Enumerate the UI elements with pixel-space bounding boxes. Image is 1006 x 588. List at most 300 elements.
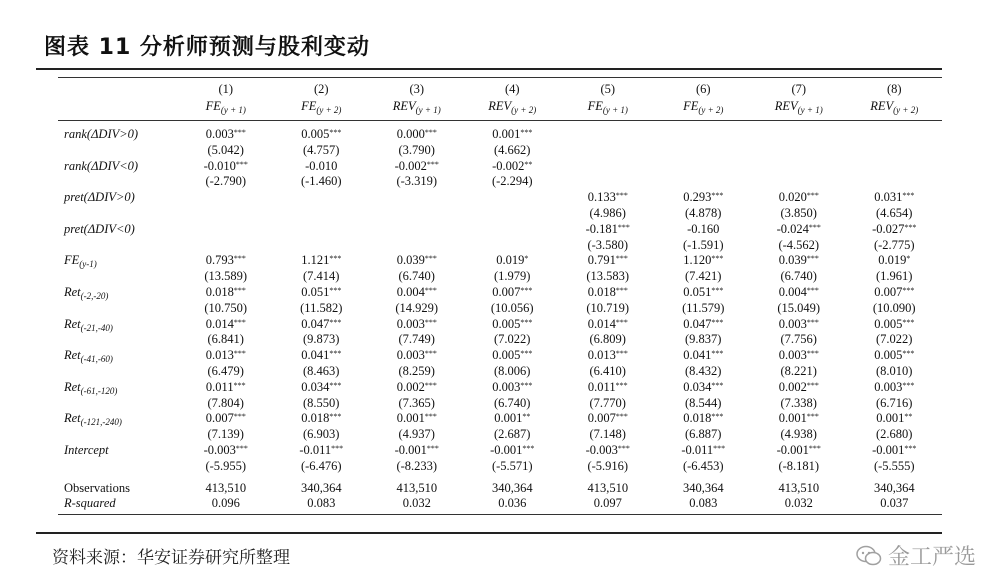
coefficient-cell [751,380,847,396]
coefficient-cell [369,380,465,396]
coefficient-value: 0.018 [683,411,712,426]
significance-stars: *** [711,349,724,359]
coefficient-cell [847,253,943,269]
row-label-subscript: (-21,-40) [80,322,113,333]
coefficient-cell [560,411,656,427]
coefficient-value: 0.005 [492,316,521,331]
row-label-subscript: (-2,-20) [80,290,109,301]
column-number: (1) [218,82,234,97]
statistic-value: 0.097 [560,496,656,514]
dependent-variable-row [58,98,942,121]
coefficient-cell [751,127,847,143]
t-stat-cell: (10.750) [204,300,248,315]
coefficient-value: 0.039 [778,253,807,268]
t-stat-cell [847,174,943,190]
coefficient-cell [465,285,561,301]
statistic-value: 0.096 [178,496,274,514]
significance-stars: *** [329,317,342,327]
coefficient-value: 0.001 [778,411,807,426]
coefficient-value: -0.001 [490,442,523,457]
t-stat-row [58,238,942,254]
t-stat-cell: (-5.555) [873,458,915,473]
coefficient-cell [847,411,943,427]
significance-stars: *** [617,222,630,232]
coefficient-cell [369,411,465,427]
row-label-empty [58,364,178,380]
t-stat-row [58,459,942,475]
t-stat-cell: (4.662) [494,142,531,157]
table-header [58,78,942,121]
t-stat-cell [847,143,943,159]
row-label-text: Ret [64,379,81,394]
coefficient-cell [178,411,274,427]
significance-stars: *** [808,222,821,232]
coefficient-value: 0.031 [874,190,903,205]
significance-stars: *** [233,349,246,359]
row-label-text: Ret [64,411,81,426]
statistic-value: 413,510 [205,480,247,495]
t-stat-cell: (5.042) [207,142,244,157]
coefficient-value: 0.791 [587,253,616,268]
significance-stars: ** [524,159,533,169]
coefficient-cell [656,159,752,175]
significance-stars: *** [424,285,437,295]
coefficient-cell [847,222,943,238]
coefficient-value: 0.004 [396,284,425,299]
coefficient-value: 0.019 [496,253,525,268]
coefficient-value: 0.001 [494,411,523,426]
t-stat-cell: (6.410) [589,363,626,378]
coefficient-value: 0.005 [492,348,521,363]
coefficient-value: 0.007 [874,284,903,299]
t-stat-row [58,301,942,317]
significance-stars: *** [615,380,628,390]
t-stat-cell [751,174,847,190]
t-stat-cell: (-2.294) [491,174,533,189]
significance-stars: *** [424,380,437,390]
t-stat-cell: (11.582) [300,300,343,315]
t-stat-cell: (2.680) [876,427,913,442]
statistic-row [58,496,942,514]
significance-stars: *** [711,254,724,264]
coefficient-value: -0.160 [687,221,720,236]
t-stat-cell: (13.583) [586,269,630,284]
coefficient-row [58,411,942,427]
column-number: (2) [313,82,329,97]
coefficient-row [58,443,942,459]
variable-name: REV [774,99,798,114]
column-variable [560,98,656,121]
coefficient-value: -0.003 [585,442,618,457]
significance-stars: *** [426,159,439,169]
t-stat-cell: (-5.571) [491,458,533,473]
significance-stars: *** [233,128,246,137]
row-label-subscript: (-61,-120) [80,385,118,396]
coefficient-value: -0.001 [776,442,809,457]
row-label-text: rank(ΔDIV>0) [64,127,139,141]
row-label-empty [58,459,178,475]
t-stat-row [58,269,942,285]
t-stat-cell: (8.463) [303,363,340,378]
coefficient-cell [465,443,561,459]
significance-stars: *** [615,191,628,201]
coefficient-cell [656,380,752,396]
row-label-empty [58,238,178,254]
significance-stars: * [524,254,529,264]
coefficient-cell [656,127,752,143]
coefficient-cell [369,253,465,269]
coefficient-value: 0.793 [205,253,234,268]
t-stat-cell: (6.740) [494,395,531,410]
header-spacer [58,78,178,99]
bottom-rule [36,532,942,534]
variable-name: REV [488,99,512,114]
coefficient-row [58,348,942,364]
t-stat-cell: (7.414) [303,269,340,284]
coefficient-cell [369,285,465,301]
significance-stars: *** [424,128,437,137]
coefficient-value: 0.005 [301,127,330,141]
coefficient-cell [465,253,561,269]
t-stat-cell [560,174,656,190]
coefficient-cell [178,443,274,459]
coefficient-value: 0.039 [396,253,425,268]
coefficient-value: 0.013 [587,348,616,363]
statistic-value: 340,364 [491,480,533,495]
coefficient-value: 0.007 [492,284,521,299]
statistic-value: 0.032 [751,496,847,514]
coefficient-cell [656,348,752,364]
coefficient-cell [847,317,943,333]
coefficient-cell [751,411,847,427]
t-stat-cell [274,238,370,254]
regression-table-container [58,77,942,515]
t-stat-cell: (8.432) [685,363,722,378]
coefficient-cell [178,159,274,175]
coefficient-value: 0.003 [874,379,903,394]
column-number-row [58,78,942,99]
column-number: (5) [600,82,616,97]
statistic-value: 0.036 [465,496,561,514]
t-stat-cell: (8.221) [780,363,817,378]
t-stat-cell: (7.749) [398,332,435,347]
significance-stars: *** [902,191,915,201]
coefficient-cell [751,222,847,238]
coefficient-cell [369,159,465,175]
coefficient-cell [274,159,370,175]
row-label [58,190,178,206]
t-stat-cell: (6.809) [589,332,626,347]
significance-stars: *** [806,349,819,359]
coefficient-cell [656,253,752,269]
column-variable [847,98,943,121]
significance-stars: ** [522,412,531,422]
t-stat-row [58,143,942,159]
coefficient-cell [465,317,561,333]
coefficient-cell [274,443,370,459]
coefficient-value: -0.010 [203,158,236,173]
t-stat-row [58,206,942,222]
coefficient-cell [274,380,370,396]
coefficient-cell [751,190,847,206]
coefficient-row [58,317,942,333]
coefficient-cell [274,411,370,427]
coefficient-value: 0.003 [396,316,425,331]
source-note: 资料来源：华安证券研究所整理 [52,548,290,568]
coefficient-cell [465,127,561,143]
coefficient-value: 0.001 [396,411,425,426]
coefficient-cell [274,127,370,143]
t-stat-cell: (10.719) [586,300,630,315]
coefficient-cell [560,380,656,396]
coefficient-cell [274,253,370,269]
row-label [58,443,178,459]
statistic-label: Observations [64,480,130,495]
coefficient-cell [751,159,847,175]
coefficient-cell [751,348,847,364]
t-stat-cell: (-3.319) [396,174,438,189]
coefficient-row [58,285,942,301]
row-label-text: rank(ΔDIV<0) [64,158,139,173]
t-stat-cell: (-6.453) [682,458,724,473]
header-spacer [58,98,178,121]
column-variable [751,98,847,121]
row-label-empty [58,269,178,285]
t-stat-cell [560,143,656,159]
t-stat-cell: (7.804) [207,395,244,410]
column-number: (4) [504,82,520,97]
row-label [58,253,178,269]
significance-stars: *** [711,380,724,390]
significance-stars: *** [235,443,248,453]
significance-stars: *** [520,317,533,327]
coefficient-value: 0.005 [874,316,903,331]
coefficient-cell [560,348,656,364]
significance-stars: *** [617,443,630,453]
significance-stars: *** [711,412,724,422]
t-stat-cell [274,206,370,222]
coefficient-cell [465,159,561,175]
significance-stars: *** [711,317,724,327]
t-stat-cell: (4.654) [876,205,913,220]
t-stat-cell: (8.010) [876,363,913,378]
t-stat-cell: (7.022) [876,332,913,347]
statistic-value: 340,364 [682,480,724,495]
coefficient-row [58,159,942,175]
t-stat-cell: (8.259) [398,363,435,378]
coefficient-value: 0.041 [301,348,330,363]
coefficient-cell [560,317,656,333]
column-variable [274,98,370,121]
t-stat-row [58,427,942,443]
significance-stars: *** [520,285,533,295]
variable-subscript: (y + 2) [893,105,919,116]
row-label-empty [58,332,178,348]
t-stat-cell [656,174,752,190]
coefficient-cell [560,253,656,269]
coefficient-cell [274,317,370,333]
t-stat-cell: (8.550) [303,395,340,410]
t-stat-cell: (10.090) [872,300,916,315]
significance-stars: *** [806,317,819,327]
coefficient-cell [369,190,465,206]
variable-subscript: (y + 2) [316,105,342,116]
significance-stars: *** [426,443,439,453]
coefficient-value: 0.001 [876,411,905,426]
coefficient-value: 0.018 [205,284,234,299]
significance-stars: *** [233,254,246,264]
significance-stars: *** [520,349,533,359]
variable-name: FE [587,99,603,114]
statistic-value: 0.032 [369,496,465,514]
coefficient-cell [178,348,274,364]
coefficient-value: 0.002 [396,379,425,394]
coefficient-cell [465,190,561,206]
coefficient-cell [178,222,274,238]
coefficient-value: 0.003 [205,127,234,141]
t-stat-row [58,364,942,380]
row-label-empty [58,396,178,412]
coefficient-cell [847,380,943,396]
t-stat-cell: (4.986) [589,205,626,220]
coefficient-value: 0.020 [778,190,807,205]
t-stat-cell: (4.878) [685,205,722,220]
coefficient-cell [751,443,847,459]
coefficient-value: 0.005 [874,348,903,363]
coefficient-cell [656,443,752,459]
statistic-row [58,481,942,497]
coefficient-cell [369,443,465,459]
coefficient-cell [656,411,752,427]
t-stat-cell: (-5.916) [587,458,629,473]
coefficient-value: 0.047 [683,316,712,331]
table-body [58,121,942,515]
row-label [58,317,178,333]
coefficient-value: 0.014 [205,316,234,331]
t-stat-cell: (-4.562) [778,237,820,252]
significance-stars: *** [329,285,342,295]
t-stat-cell: (6.903) [303,427,340,442]
coefficient-cell [847,127,943,143]
watermark [856,540,976,571]
coefficient-value: 0.001 [492,127,521,141]
coefficient-row [58,380,942,396]
significance-stars: *** [904,222,917,232]
row-label-text: Ret [64,284,81,299]
t-stat-cell: (6.716) [876,395,913,410]
significance-stars: ** [904,412,913,422]
statistic-value: 340,364 [300,480,342,495]
t-stat-cell: (6.887) [685,427,722,442]
coefficient-value: -0.027 [872,221,905,236]
coefficient-cell [751,253,847,269]
t-stat-cell: (-5.955) [205,458,247,473]
coefficient-cell [751,285,847,301]
coefficient-value: 0.003 [778,348,807,363]
coefficient-cell [656,285,752,301]
significance-stars: *** [424,254,437,264]
coefficient-value: -0.001 [394,442,427,457]
variable-subscript: (y + 1) [220,105,246,116]
t-stat-cell: (6.841) [207,332,244,347]
coefficient-value: 0.133 [587,190,616,205]
significance-stars: *** [615,254,628,264]
coefficient-cell [274,190,370,206]
coefficient-value: 0.034 [683,379,712,394]
t-stat-cell: (7.756) [780,332,817,347]
t-stat-cell: (10.056) [490,300,534,315]
t-stat-cell: (11.579) [682,300,725,315]
t-stat-cell: (15.049) [777,300,821,315]
coefficient-value: -0.002 [394,158,427,173]
coefficient-cell [560,443,656,459]
variable-subscript: (y + 2) [698,105,724,116]
coefficient-value: 0.003 [396,348,425,363]
significance-stars: *** [233,285,246,295]
coefficient-cell [656,317,752,333]
t-stat-cell [465,206,561,222]
row-label-subscript: (-41,-60) [80,354,113,365]
coefficient-value: 0.011 [205,379,234,394]
regression-table [58,77,942,515]
column-number: (3) [409,82,425,97]
significance-stars: *** [520,380,533,390]
coefficient-value: -0.010 [305,158,338,173]
variable-name: FE [683,99,699,114]
t-stat-cell: (7.365) [398,395,435,410]
coefficient-value: 0.003 [492,379,521,394]
coefficient-cell [560,190,656,206]
coefficient-row [58,127,942,143]
row-label-empty [58,427,178,443]
column-variable [369,98,465,121]
t-stat-cell: (7.770) [589,395,626,410]
significance-stars: *** [904,443,917,453]
coefficient-value: 0.002 [778,379,807,394]
variable-name: REV [392,99,416,114]
significance-stars: *** [902,317,915,327]
variable-name: REV [870,99,894,114]
row-label [58,159,178,175]
coefficient-cell [178,380,274,396]
t-stat-cell [465,238,561,254]
t-stat-cell: (3.850) [780,205,817,220]
t-stat-cell [751,143,847,159]
significance-stars: *** [615,285,628,295]
significance-stars: *** [329,349,342,359]
row-label-text: pret(ΔDIV>0) [64,190,135,205]
t-stat-cell: (7.022) [494,332,531,347]
statistic-value: 0.083 [274,496,370,514]
statistic-label: R-squared [58,496,178,514]
coefficient-value: 0.000 [396,127,425,141]
t-stat-cell: (4.757) [303,142,340,157]
coefficient-cell [369,317,465,333]
row-label-text: FE [64,253,80,268]
t-stat-cell: (-2.790) [205,174,247,189]
coefficient-cell [560,222,656,238]
coefficient-cell [178,190,274,206]
row-label-empty [58,143,178,159]
coefficient-cell [465,222,561,238]
coefficient-cell [560,285,656,301]
significance-stars: *** [615,412,628,422]
row-label [58,348,178,364]
statistic-value: 413,510 [778,480,820,495]
coefficient-value: 0.004 [778,284,807,299]
significance-stars: *** [713,443,726,453]
coefficient-value: 1.120 [683,253,712,268]
